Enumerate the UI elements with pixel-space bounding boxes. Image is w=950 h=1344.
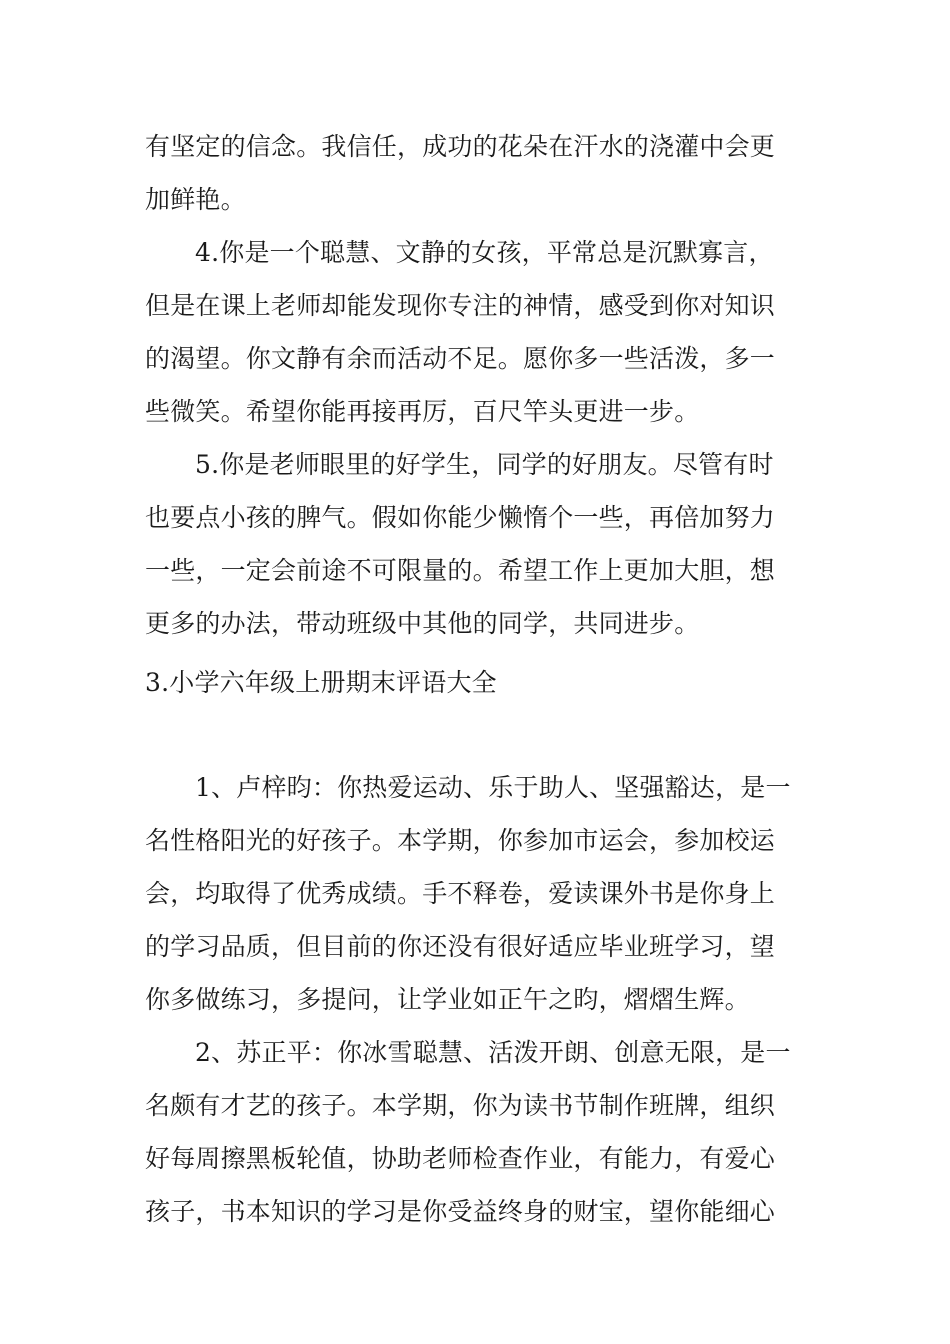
section-item-2: [145, 1036, 810, 1228]
text-line: 但是在课上老师却能发现你专注的神情，感受到你对知识: [145, 291, 776, 320]
text-line: 有坚定的信念。我信任，成功的花朵在汗水的浇灌中会更: [145, 132, 776, 161]
text-line: 加鲜艳。: [145, 185, 246, 214]
text-line: 孩子，书本知识的学习是你受益终身的财宝，望你能细心: [145, 1197, 776, 1226]
paragraph-5: [145, 448, 810, 640]
document-page: [145, 130, 810, 1248]
section-heading: 3.小学六年级上册期末评语大全: [145, 668, 497, 697]
text-line: 的渴望。你文静有余而活动不足。愿你多一些活泼，多一: [145, 344, 776, 373]
text-line: 一些，一定会前途不可限量的。希望工作上更加大胆，想: [145, 556, 776, 585]
text-line: 名颇有才艺的孩子。本学期，你为读书节制作班牌，组织: [145, 1091, 776, 1120]
text-line: 5.你是老师眼里的好学生，同学的好朋友。尽管有时: [195, 450, 774, 479]
text-line: 些微笑。希望你能再接再厉，百尺竿头更进一步。: [145, 397, 700, 426]
text-line: 2、苏正平：你冰雪聪慧、活泼开朗、创意无限，是一: [195, 1038, 791, 1067]
text-line: 1、卢梓昀：你热爱运动、乐于助人、坚强豁达，是一: [195, 773, 791, 802]
section-item-1: [145, 771, 810, 1016]
paragraph-continuation: [145, 130, 810, 216]
text-line: 更多的办法，带动班级中其他的同学，共同进步。: [145, 609, 700, 638]
text-line: 会，均取得了优秀成绩。手不释卷，爱读课外书是你身上: [145, 879, 776, 908]
text-line: 也要点小孩的脾气。假如你能少懒惰个一些，再倍加努力: [145, 503, 776, 532]
text-line: 你多做练习，多提问，让学业如正午之昀，熠熠生辉。: [145, 985, 750, 1014]
text-line: 好每周擦黑板轮值，协助老师检查作业，有能力，有爱心: [145, 1144, 776, 1173]
text-line: 的学习品质，但目前的你还没有很好适应毕业班学习，望: [145, 932, 776, 961]
paragraph-4: [145, 236, 810, 428]
text-line: 4.你是一个聪慧、文静的女孩，平常总是沉默寡言，: [195, 238, 774, 267]
text-line: 名性格阳光的好孩子。本学期，你参加市运会，参加校运: [145, 826, 776, 855]
